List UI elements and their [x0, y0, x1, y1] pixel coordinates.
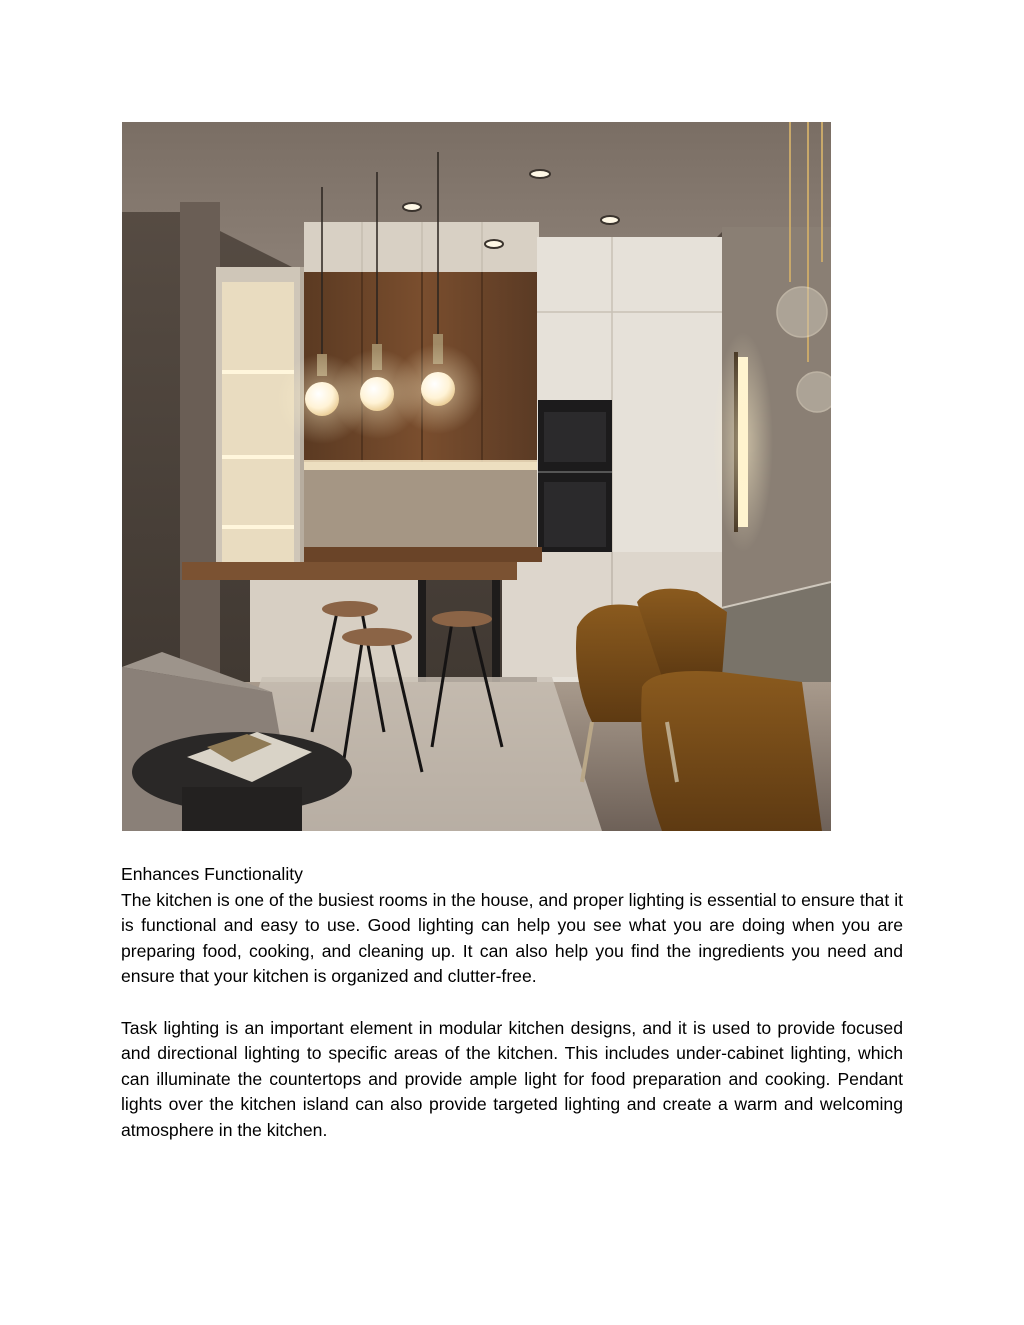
- paragraph-1: The kitchen is one of the busiest rooms in the house, and proper lighting is essential to ensure that it is functional and easy to use. Good lighting can help you see what you are doing when you are preparing food, cooking, and cleaning up. It can also help you find the ingredients you need and ensure that your kitchen is organized and clutter-free.: [121, 889, 903, 987]
- kitchen-photo: [122, 122, 831, 831]
- kitchen-illustration: [122, 122, 831, 831]
- section-heading: Enhances Functionality: [121, 864, 303, 884]
- article: [121, 862, 903, 1144]
- paragraph-gap: [121, 990, 903, 1016]
- paragraph-2: Task lighting is an important element in modular kitchen designs, and it is used to provide focused and directional lighting to specific areas of the kitchen. This includes under-cabinet lighting, which can illuminate the countertops and provide ample light for food preparation and cooking. Pendant lights over the kitchen island can also provide targeted lighting and create a warm and welcoming atmosphere in the kitchen.: [121, 1017, 903, 1140]
